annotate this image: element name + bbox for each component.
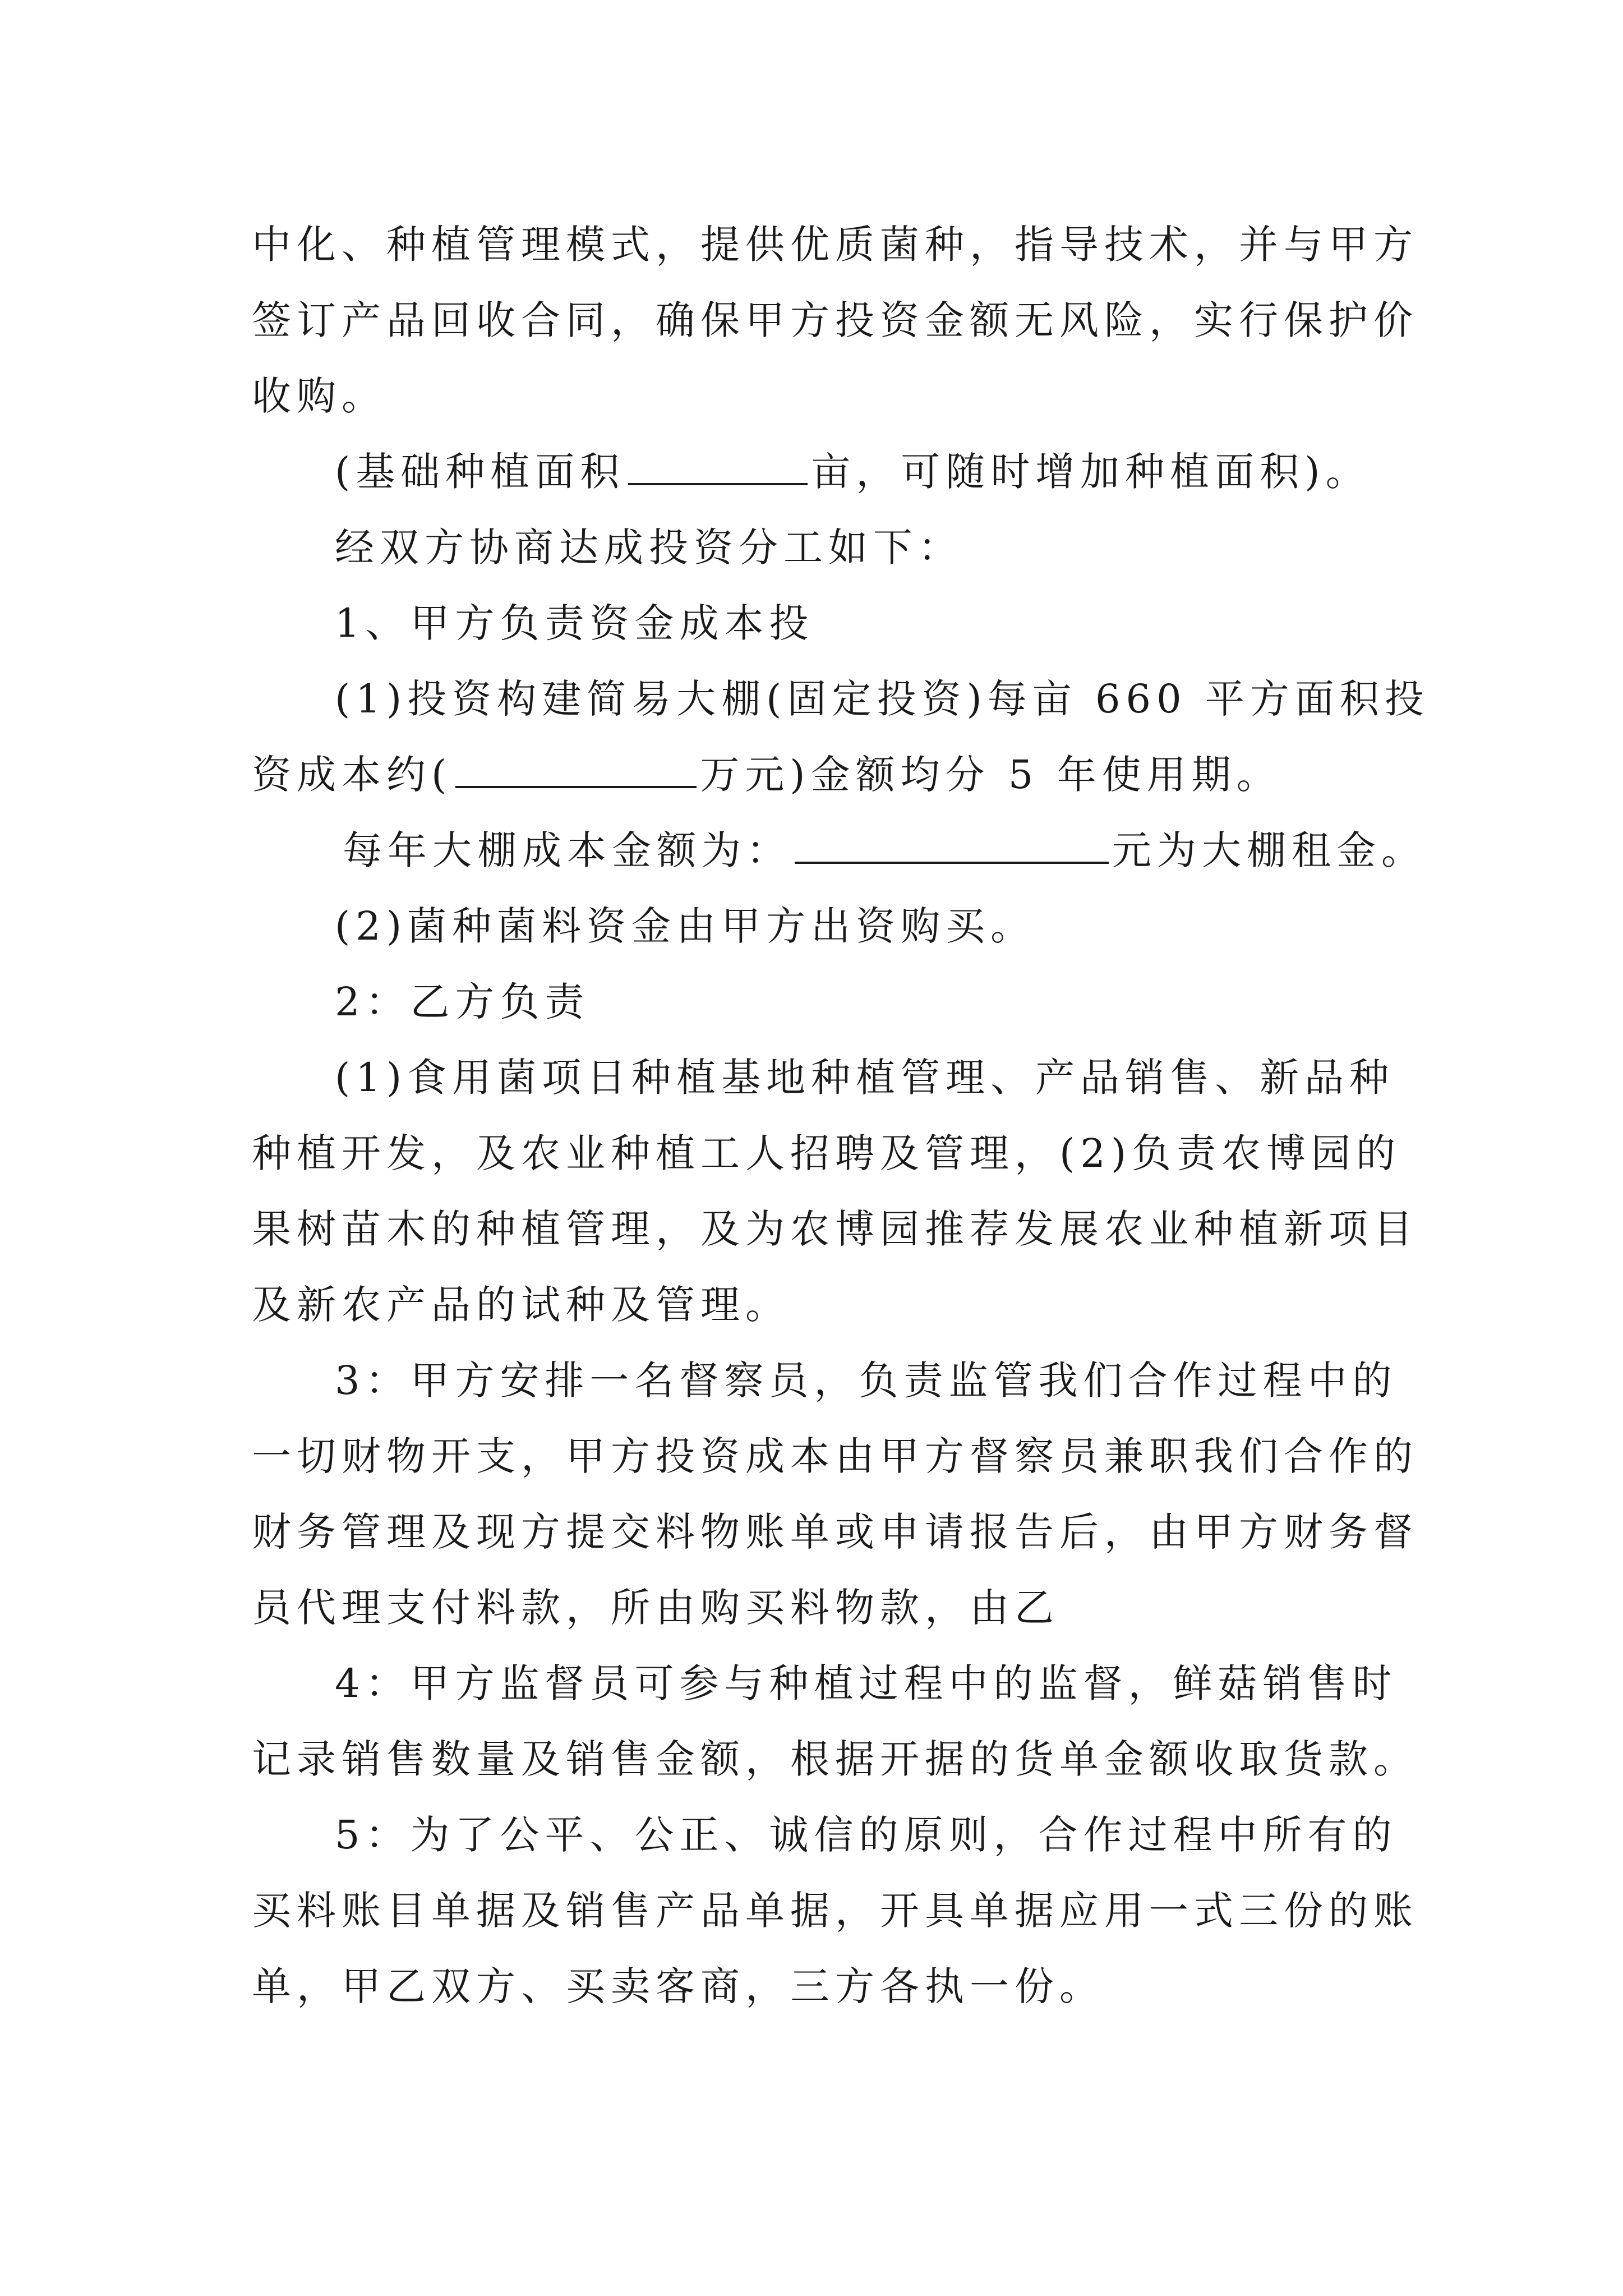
text-segment: (2)菌种菌料资金由甲方出资购买。 xyxy=(335,903,1036,949)
paragraph-line xyxy=(252,1419,1418,1494)
fill-in-blank xyxy=(628,449,808,485)
text-segment: 3：甲方安排一名督察员，负责监管我们合作过程中的 xyxy=(335,1358,1398,1404)
paragraph-line xyxy=(252,434,1407,510)
text-segment: 财务管理及现方提交料物账单或申请报告后，由甲方财务督 xyxy=(252,1509,1418,1555)
text-segment: 经双方协商达成投资分工如下： xyxy=(335,524,963,570)
text-segment: (1)食用菌项日种植基地种植管理、产品销售、新品种 xyxy=(335,1055,1395,1101)
text-segment: 亩，可随时增加种植面积)。 xyxy=(811,449,1371,495)
text-segment: 资成本约( xyxy=(252,752,453,798)
text-segment: 签订产品回收合同，确保甲方投资金额无风险，实行保护价 xyxy=(252,297,1418,343)
paragraph-line xyxy=(252,207,1418,283)
paragraph-line xyxy=(252,737,1407,813)
paragraph-line xyxy=(252,1570,1407,1646)
text-segment: 买料账目单据及销售产品单据，开具单据应用一式三份的账 xyxy=(252,1888,1418,1934)
paragraph-line xyxy=(252,1722,1418,1797)
fill-in-blank xyxy=(795,828,1109,864)
fill-in-blank xyxy=(455,752,697,788)
text-segment: 收购。 xyxy=(252,373,386,419)
paragraph-line xyxy=(252,1494,1418,1570)
paragraph-line xyxy=(252,1797,1407,1873)
paragraph-line xyxy=(252,1873,1418,1949)
text-segment: 4：甲方监督员可参与种植过程中的监督，鲜菇销售时 xyxy=(335,1660,1398,1706)
paragraph-line xyxy=(252,1949,1407,2024)
text-segment: 果树苗木的种植管理，及为农博园推荐发展农业种植新项目 xyxy=(252,1206,1418,1252)
paragraph-line xyxy=(252,1267,1407,1343)
text-segment: 及新农产品的试种及管理。 xyxy=(252,1282,790,1328)
paragraph-line xyxy=(252,1040,1407,1116)
text-segment: 一切财物开支，甲方投资成本由甲方督察员兼职我们合作的 xyxy=(252,1433,1418,1479)
text-segment: 记录销售数量及销售金额，根据开据的货单金额收取货款。 xyxy=(252,1736,1418,1782)
document-body xyxy=(252,207,1430,2024)
text-segment: 元为大棚租金。 xyxy=(1112,827,1426,873)
paragraph-line xyxy=(252,586,1407,661)
paragraph-line xyxy=(252,964,1407,1040)
text-segment: 员代理支付料款，所由购买料物款，由乙 xyxy=(252,1585,1059,1631)
paragraph-line xyxy=(252,358,1407,434)
paragraph-line xyxy=(252,813,1426,889)
paragraph-line xyxy=(252,889,1407,964)
text-segment: (1)投资构建简易大棚(固定投资)每亩 660 平方面积投 xyxy=(335,676,1430,722)
paragraph-line xyxy=(252,510,1407,586)
paragraph-line xyxy=(252,1191,1418,1267)
text-segment: 5：为了公平、公正、诚信的原则，合作过程中所有的 xyxy=(335,1812,1398,1858)
paragraph-line xyxy=(252,1116,1407,1191)
text-segment: 每年大棚成本金额为： xyxy=(343,827,791,873)
text-segment: 种植开发，及农业种植工人招聘及管理，(2)负责农博园的 xyxy=(252,1130,1401,1176)
text-segment: 中化、种植管理模式，提供优质菌种，指导技术，并与甲方 xyxy=(252,222,1418,268)
text-segment: 单，甲乙双方、买卖客商，三方各执一份。 xyxy=(252,1963,1104,2009)
paragraph-line xyxy=(252,1343,1407,1419)
text-segment: 万元)金额均分 5 年使用期。 xyxy=(700,752,1281,798)
paragraph-line xyxy=(252,661,1430,737)
text-segment: 2：乙方负责 xyxy=(335,979,590,1025)
paragraph-line xyxy=(252,1646,1407,1722)
paragraph-line xyxy=(252,283,1418,358)
text-segment: (基础种植面积 xyxy=(335,449,625,495)
text-segment: 1、甲方负责资金成本投 xyxy=(335,600,814,646)
